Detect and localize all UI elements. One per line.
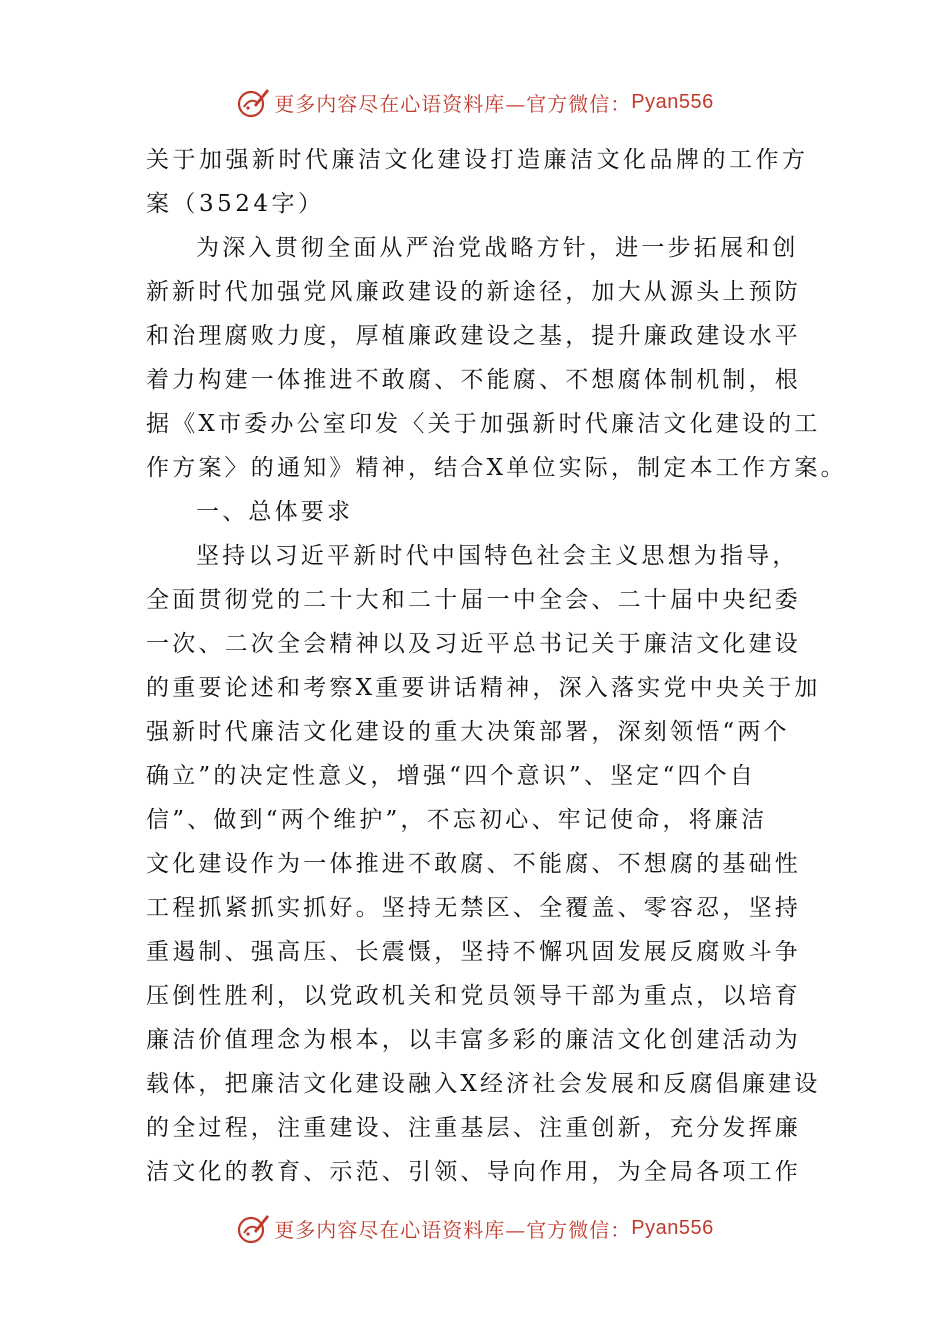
watermark-text: 更多内容尽在心语资料库—官方微信：: [274, 91, 632, 116]
paragraph-overall-requirements: [146, 534, 821, 1194]
watermark-id: Pyan556: [631, 1216, 714, 1239]
watermark-banner-bottom: [0, 1208, 950, 1248]
watermark-id: Pyan556: [631, 90, 714, 113]
watermark-text: 更多内容尽在心语资料库—官方微信：: [274, 1217, 632, 1242]
pen-circle-icon: [236, 1211, 270, 1245]
document-body: [146, 138, 847, 1194]
paragraph-line: 的重要论述和考察X重要讲话精神，深入落实党中央关于加: [146, 675, 821, 701]
paragraph-line: 为深入贯彻全面从严治党战略方针，进一步拓展和创: [196, 235, 799, 261]
paragraph-line: 据《X市委办公室印发〈关于加强新时代廉洁文化建设的工: [146, 411, 821, 437]
paragraph-line: 和治理腐败力度，厚植廉政建设之基，提升廉政建设水平: [146, 323, 801, 349]
paragraph-intro: [146, 226, 847, 490]
document-title-line-2: 案（3524字）: [146, 191, 325, 217]
paragraph-line: 坚持以习近平新时代中国特色社会主义思想为指导，: [196, 543, 799, 569]
paragraph-line: 重遏制、强高压、长震慑，坚持不懈巩固发展反腐败斗争: [146, 939, 801, 965]
document-title-line-1: 关于加强新时代廉洁文化建设打造廉洁文化品牌的工作方: [146, 147, 809, 173]
paragraph-line: 工程抓紧抓实抓好。坚持无禁区、全覆盖、零容忍，坚持: [146, 895, 801, 921]
paragraph-line: 廉洁价值理念为根本，以丰富多彩的廉洁文化创建活动为: [146, 1027, 801, 1053]
paragraph-line: 洁文化的教育、示范、引领、导向作用，为全局各项工作: [146, 1159, 801, 1185]
paragraph-line: 着力构建一体推进不敢腐、不能腐、不想腐体制机制，根: [146, 367, 801, 393]
paragraph-line: 压倒性胜利，以党政机关和党员领导干部为重点，以培育: [146, 983, 801, 1009]
section-heading: 一、总体要求: [196, 499, 354, 525]
paragraph-line: 全面贯彻党的二十大和二十届一中全会、二十届中央纪委: [146, 587, 801, 613]
paragraph-line: 一次、二次全会精神以及习近平总书记关于廉洁文化建设: [146, 631, 801, 657]
watermark-banner-top: [0, 82, 950, 122]
paragraph-line: 作方案〉的通知》精神，结合X单位实际，制定本工作方案。: [146, 455, 847, 481]
paragraph-line: 强新时代廉洁文化建设的重大决策部署，深刻领悟“两个: [146, 719, 790, 745]
paragraph-line: 载体，把廉洁文化建设融入X经济社会发展和反腐倡廉建设: [146, 1071, 821, 1097]
paragraph-line: 新新时代加强党风廉政建设的新途径，加大从源头上预防: [146, 279, 801, 305]
pen-circle-icon: [236, 85, 270, 119]
paragraph-line: 文化建设作为一体推进不敢腐、不能腐、不想腐的基础性: [146, 851, 801, 877]
paragraph-line: 的全过程，注重建设、注重基层、注重创新，充分发挥廉: [146, 1115, 801, 1141]
paragraph-line: 确立”的决定性意义，增强“四个意识”、坚定“四个自: [146, 763, 757, 789]
paragraph-line: 信”、做到“两个维护”，不忘初心、牢记使命，将廉洁: [146, 807, 768, 833]
